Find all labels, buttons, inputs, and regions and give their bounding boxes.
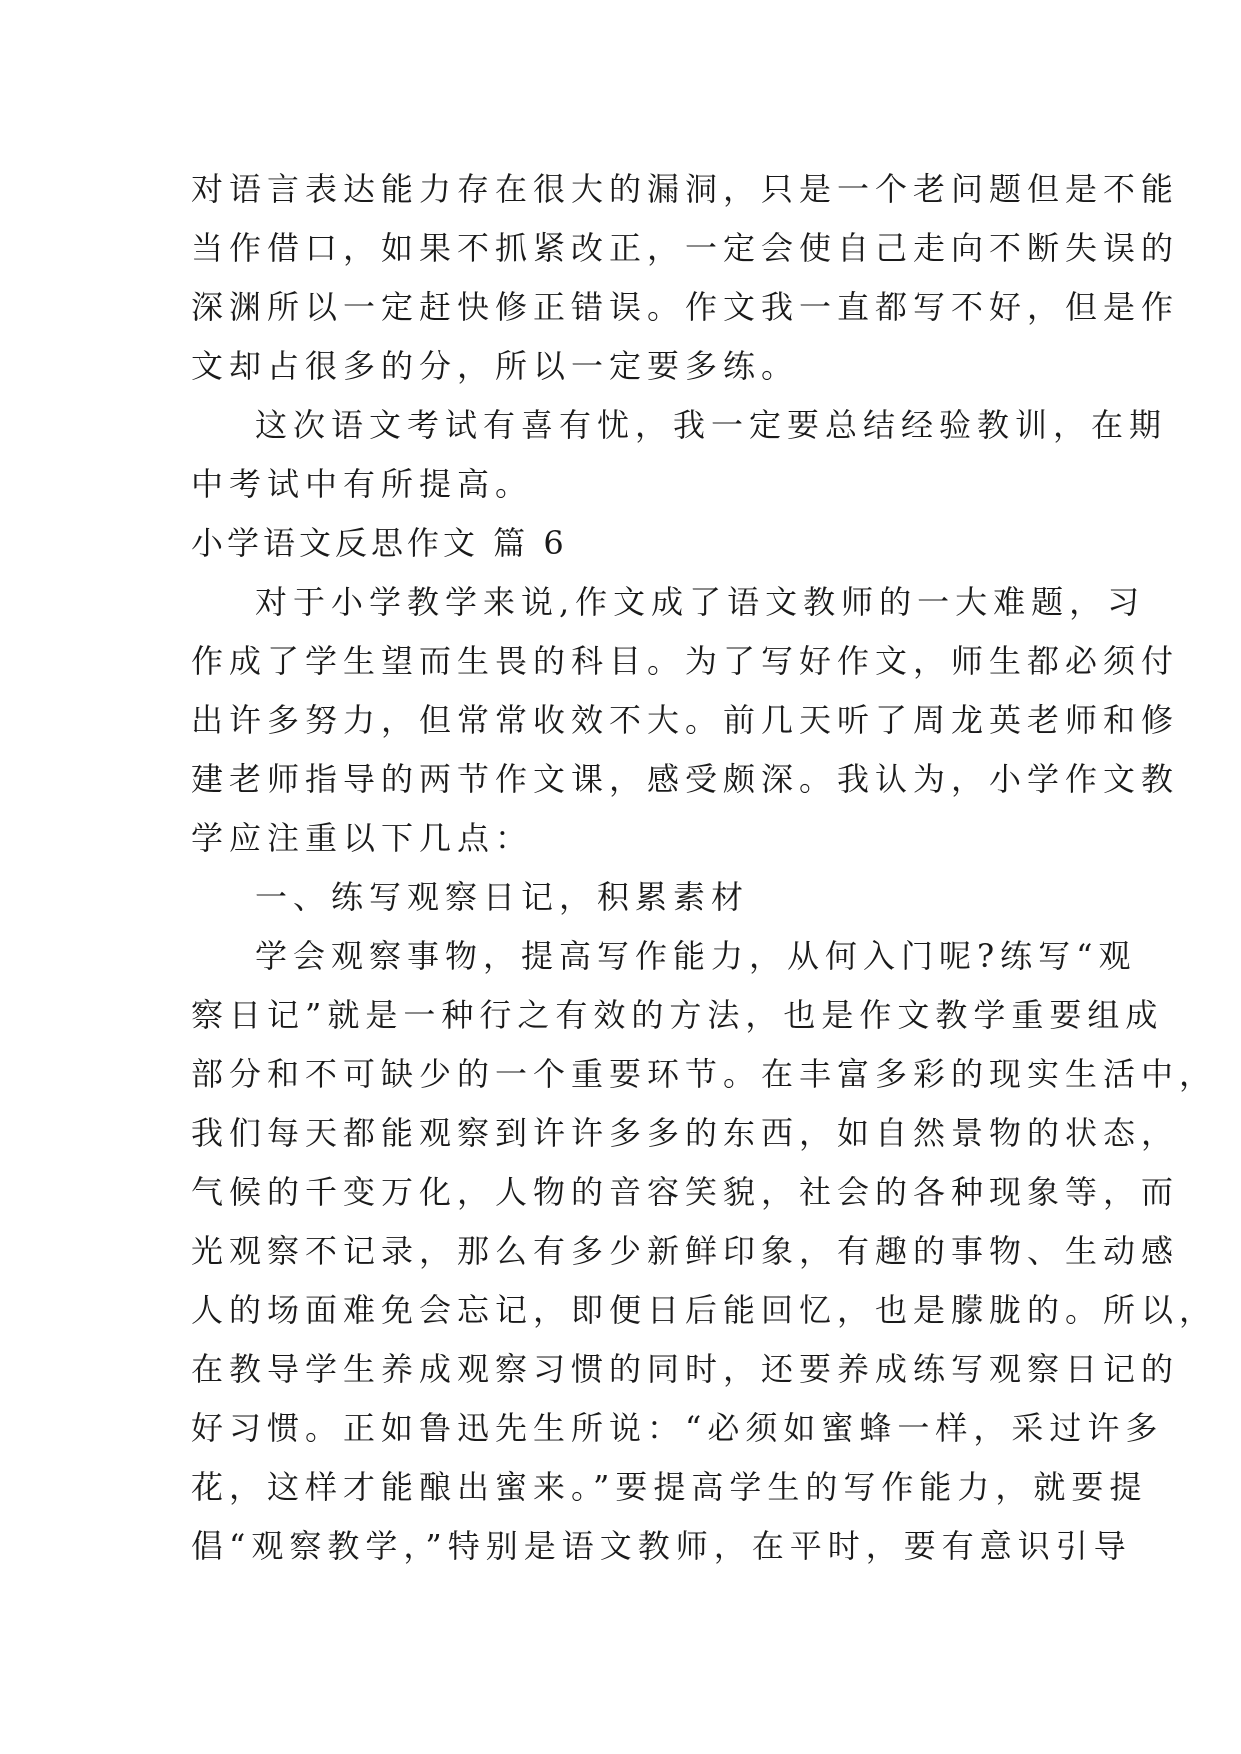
text-line: 人的场面难免会忘记，即便日后能回忆，也是朦胧的。所以，	[191, 1291, 1218, 1329]
text-line: 好习惯。正如鲁迅先生所说：“必须如蜜蜂一样，采过许多	[191, 1409, 1164, 1447]
text-line: 出许多努力，但常常收效不大。前几天听了周龙英老师和修	[191, 701, 1180, 739]
text-line: 深渊所以一定赶快修正错误。作文我一直都写不好，但是作	[191, 288, 1180, 326]
text-line: 学应注重以下几点：	[191, 819, 534, 857]
text-line: 察日记”就是一种行之有效的方法，也是作文教学重要组成	[191, 996, 1164, 1034]
text-line: 在教导学生养成观察习惯的同时，还要养成练写观察日记的	[191, 1350, 1180, 1388]
text-line: 对于小学教学来说,作文成了语文教师的一大难题，习	[255, 583, 1146, 621]
text-line: 文却占很多的分，所以一定要多练。	[191, 347, 800, 385]
text-line: 建老师指导的两节作文课，感受颇深。我认为，小学作文教	[191, 760, 1180, 798]
text-line: 光观察不记录，那么有多少新鲜印象，有趣的事物、生动感	[191, 1232, 1180, 1270]
subheading-line: 一、练写观察日记，积累素材	[255, 878, 750, 916]
text-line: 倡“观察教学，”特别是语文教师，在平时，要有意识引导	[191, 1527, 1132, 1565]
text-line: 这次语文考试有喜有忧，我一定要总结经验教训，在期	[255, 406, 1168, 444]
text-line: 对语言表达能力存在很大的漏洞，只是一个老问题但是不能	[191, 170, 1180, 208]
document-body	[191, 160, 1218, 1576]
text-line: 花，这样才能酿出蜜来。”要提高学生的写作能力，就要提	[191, 1468, 1148, 1506]
text-line: 作成了学生望而生畏的科目。为了写好作文，师生都必须付	[191, 642, 1180, 680]
text-line: 当作借口，如果不抓紧改正，一定会使自己走向不断失误的	[191, 229, 1180, 267]
section-heading: 小学语文反思作文 篇 6	[191, 524, 568, 562]
text-line: 我们每天都能观察到许许多多的东西，如自然景物的状态，	[191, 1114, 1180, 1152]
text-line: 部分和不可缺少的一个重要环节。在丰富多彩的现实生活中，	[191, 1055, 1218, 1093]
text-line: 中考试中有所提高。	[191, 465, 534, 503]
text-line: 学会观察事物，提高写作能力，从何入门呢?练写“观	[255, 937, 1137, 975]
text-line: 气候的千变万化，人物的音容笑貌，社会的各种现象等，而	[191, 1173, 1180, 1211]
